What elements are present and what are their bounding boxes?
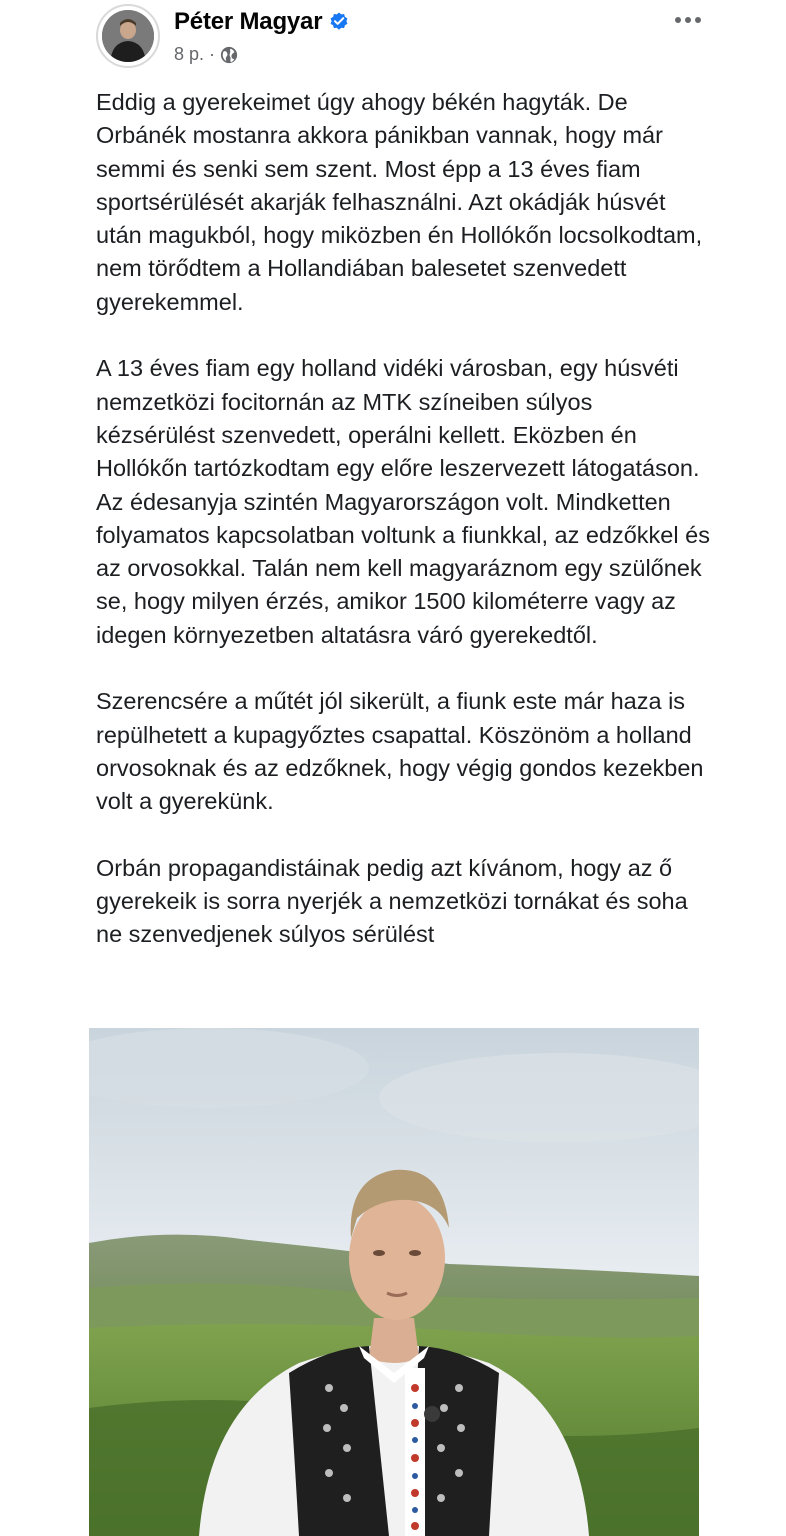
meta-separator: · — [209, 44, 216, 64]
post-time[interactable]: 8 p. — [174, 44, 205, 64]
author-name[interactable]: Péter Magyar — [174, 8, 323, 35]
more-dots-icon[interactable] — [670, 8, 706, 32]
post-paragraph: Eddig a gyerekeimet úgy ahogy békén hagyták. De Orbánék mostanra akkora pánikban vannak, hogy már semmi és senki sem szent. Most épp a 13 éves fiam sportsérülését akarják felhasználni. Azt okádják húsvét után magukból, hogy miközben én Hollókőn locsolkodtam, nem törődtem a Hollandiában balesetet szenvedett gyerekemmel. — [96, 89, 703, 315]
verified-badge-icon — [328, 10, 350, 32]
avatar[interactable] — [96, 4, 160, 68]
post-paragraph: Orbán propagandistáinak pedig azt kívánom, hogy az ő gyerekeik is sorra nyerjék a nemzetközi tornákat és soha ne szenvedjenek súlyos sérülést — [96, 854, 688, 948]
post-paragraph: A 13 éves fiam egy holland vidéki városban, egy húsvéti nemzetközi focitornán az MTK színeiben súlyos kézsérülést szenvedett, operálni kellett. Eközben én Hollókőn tartózkodtam egy előre leszervezett látogatáson. Az édesanyja szintén Magyarországon volt. Mindketten folyamatos kapcsolatban voltunk a fiunkkal, az edzőkkel és az orvosokkal. Talán nem kell magyaráznom egy szülőnek se, hogy milyen érzés, amikor 1500 kilométerre vagy az idegen környezetben altatásra váró gyerekedtől. — [96, 355, 710, 648]
author-name-row — [174, 8, 350, 36]
post-paragraph: Szerencsére a műtét jól sikerült, a fiunk este már haza is repülhetett a kupagyőztes csapattal. Köszönöm a holland orvosoknak és az edzőknek, hogy végig gondos kezekben volt a gyerekünk. — [96, 688, 704, 815]
globe-icon[interactable] — [220, 46, 238, 64]
post-meta — [174, 44, 238, 65]
avatar-photo — [102, 10, 154, 62]
post-header — [96, 4, 706, 70]
post-photo[interactable] — [89, 1028, 699, 1536]
post-text — [96, 86, 716, 952]
